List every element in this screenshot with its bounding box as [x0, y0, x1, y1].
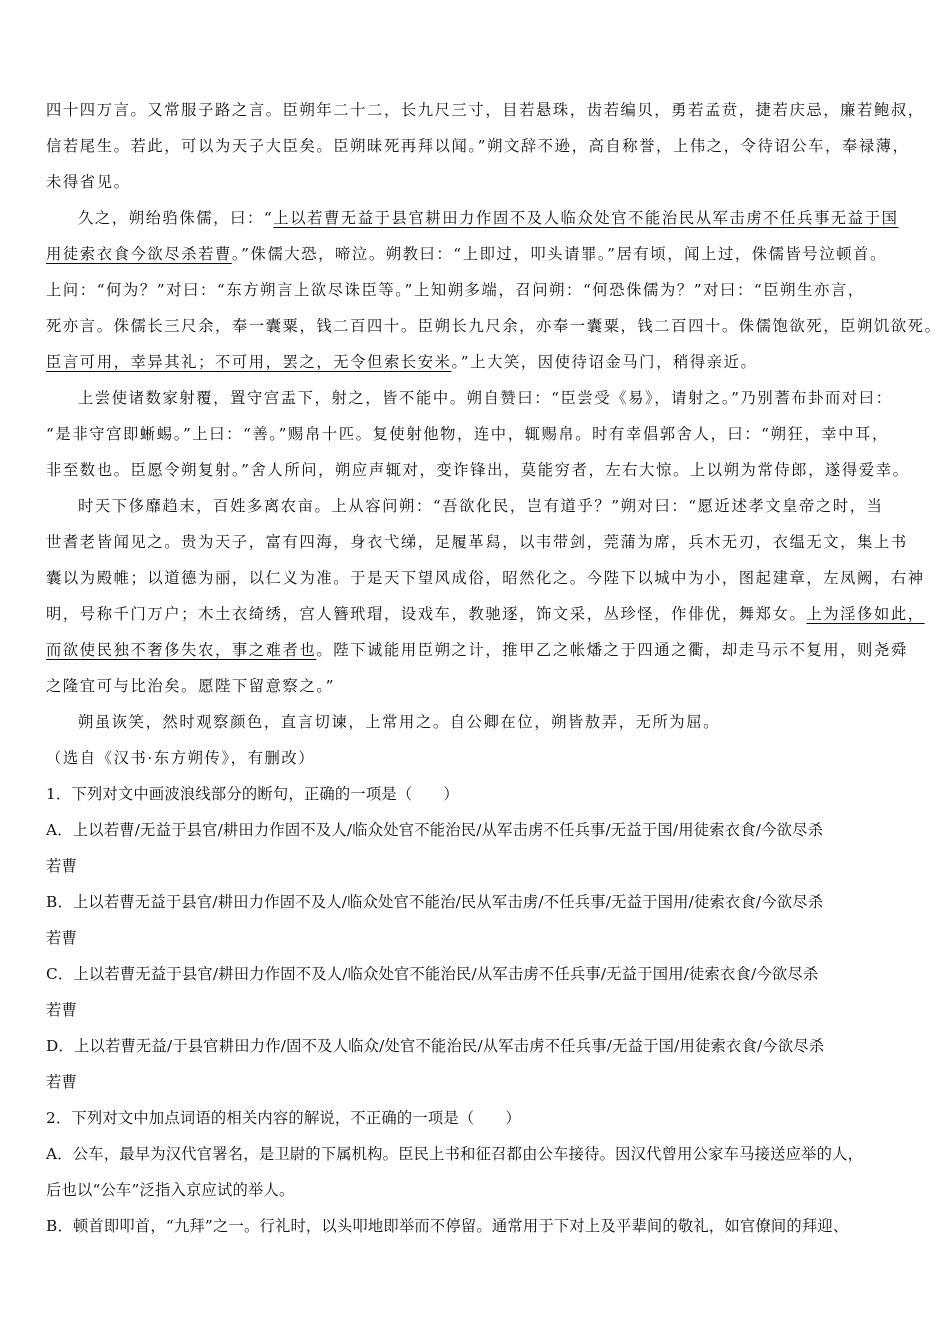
question-1-option-c-cont: 若曹 [46, 1001, 77, 1019]
wavy-underlined-text: 上以若曹无益于县官耕田力作固不及人临众处官不能治民从军击虏不任兵事无益于国 [273, 209, 899, 227]
underlined-text: 上为淫侈如此， [806, 605, 925, 623]
text-line: 朔虽诙笑，然时观察颜色，直言切谏，上常用之。自公卿在位，朔皆敖弄，无所为屈。 [78, 713, 721, 731]
text-line: 之隆宜可与比治矣。愿陛下留意察之。” [46, 677, 336, 695]
document-page [46, 92, 942, 1244]
text-line [46, 344, 912, 380]
text-span: 。”侏儒大恐，啼泣。朔教曰：“上即过，叩头请罪。”居有顷，闻上过，侏儒皆号泣顿首。 [231, 245, 887, 263]
text-line [46, 596, 925, 632]
question-1-option-b: B．上以若曹无益于县官/耕田力作固不及人/临众处官不能治/民从军击虏/不任兵事/无益于国用/徒索衣食/今欲尽杀 [46, 893, 824, 911]
text-span: 久之，朔绐驺侏儒，曰：“ [78, 209, 274, 227]
question-1-option-b-cont: 若曹 [46, 929, 77, 947]
text-line: 信若尾生。若此，可以为天子大臣矣。臣朔昧死再拜以闻。”朔文辞不逊，高自称誉，上伟之，令待诏公车，奉禄薄， [46, 137, 910, 155]
text-line [46, 632, 912, 668]
text-span: 明，号称千门万户；木土衣绮绣，宫人簪玳瑁，设戏车，教驰逐，饰文采，丛珍怪，作俳优，舞郑女。 [46, 605, 807, 623]
text-line: “是非守宫即蜥蜴。”上曰：“善。”赐帛十匹。复使射他物，连中，辄赐帛。时有幸倡郭舍人，曰：“朔狂，幸中耳， [46, 425, 889, 443]
wavy-underlined-text: 用徒索衣食今欲尽杀若曹 [46, 245, 232, 263]
question-1-option-c: C．上以若曹无益于县官/耕田力作固不及人/临众处官不能治民/从军击虏不任兵事/无益于国用/徒索衣食/今欲尽杀 [46, 965, 819, 983]
question-1-option-a-cont: 若曹 [46, 857, 77, 875]
question-1-option-d-cont: 若曹 [46, 1073, 77, 1091]
question-2-stem: 2．下列对文中加点词语的相关内容的解说，不正确的一项是（ ） [46, 1109, 521, 1127]
text-line: 世耆老皆闻见之。贵为天子，富有四海，身衣弋绨，足履革舄，以韦带剑，莞蒲为席，兵木无刃，衣缊无文，集上书 [46, 533, 908, 551]
source-citation: （选自《汉书·东方朔传》，有删改） [46, 749, 316, 767]
question-2-option-a-cont: 后也以“公车”泛指入京应试的举人。 [46, 1181, 295, 1199]
text-line: 时天下侈靡趋末，百姓多离农亩。上从容问朔：“吾欲化民，岂有道乎？”朔对曰：“愿近述孝文皇帝之时，当 [78, 497, 884, 515]
text-line: 囊以为殿帷；以道德为丽，以仁义为准。于是天下望风成俗，昭然化之。今陛下以城中为小，图起建章，左凤阙，右神 [46, 569, 925, 587]
text-span: 。陛下诚能用臣朔之计，推甲乙之帐燔之于四通之衢，却走马示不复用，则尧舜 [316, 641, 908, 659]
underlined-text: 而欲使民独不奢侈失农，事之难者也 [46, 641, 317, 659]
question-2-option-b: B．顿首即叩首，“九拜”之一。行礼时，以头叩地即举而不停留。通常用于下对上及平辈间的敬礼，如官僚间的拜迎、 [46, 1217, 849, 1235]
text-line: 死亦言。侏儒长三尺余，奉一囊粟，钱二百四十。臣朔长九尺余，亦奉一囊粟，钱二百四十。侏儒饱欲死，臣朔饥欲死。 [46, 317, 942, 335]
text-line [46, 236, 912, 272]
text-span: 。”上大笑，因使待诏金马门，稍得亲近。 [451, 353, 758, 371]
text-line: 未得省见。 [46, 173, 131, 191]
text-line: 上尝使诸数家射覆，置守宫盂下，射之，皆不能中。朔自赞曰：“臣尝受《易》，请射之。”乃别蓍布卦而对曰： [78, 389, 893, 407]
text-line: 上问：“何为？”对曰：“东方朔言上欲尽诛臣等。”上知朔多端，召问朔：“何恐侏儒为？”对曰：“臣朔生亦言， [46, 281, 865, 299]
question-1-option-d: D．上以若曹无益/于县官耕田力作/固不及人临众/处官不能治民/从军击虏不任兵事/无益于国/用徒索衣食/今欲尽杀 [46, 1037, 825, 1055]
text-line: 四十四万言。又常服子路之言。臣朔年二十二，长九尺三寸，目若悬珠，齿若编贝，勇若孟贲，捷若庆忌，廉若鲍叔， [46, 101, 925, 119]
question-1-stem: 1．下列对文中画波浪线部分的断句，正确的一项是（ ） [46, 785, 459, 803]
text-line: 非至数也。臣愿令朔复射。”舍人所问，朔应声辄对，变诈锋出，莫能穷者，左右大惊。上以朔为常侍郎，遂得爱幸。 [46, 461, 910, 479]
underlined-text: 臣言可用，幸异其礼；不可用，罢之，无令但索长安米 [46, 353, 452, 371]
text-line [46, 200, 912, 236]
question-2-option-a: A．公车，最早为汉代官署名，是卫尉的下属机构。臣民上书和征召都由公车接待。因汉代曾用公家车马接送应举的人， [46, 1145, 864, 1163]
question-1-option-a: A．上以若曹/无益于县官/耕田力作固不及人/临众处官不能治民/从军击虏不任兵事/无益于国/用徒索衣食/今欲尽杀 [46, 821, 824, 839]
